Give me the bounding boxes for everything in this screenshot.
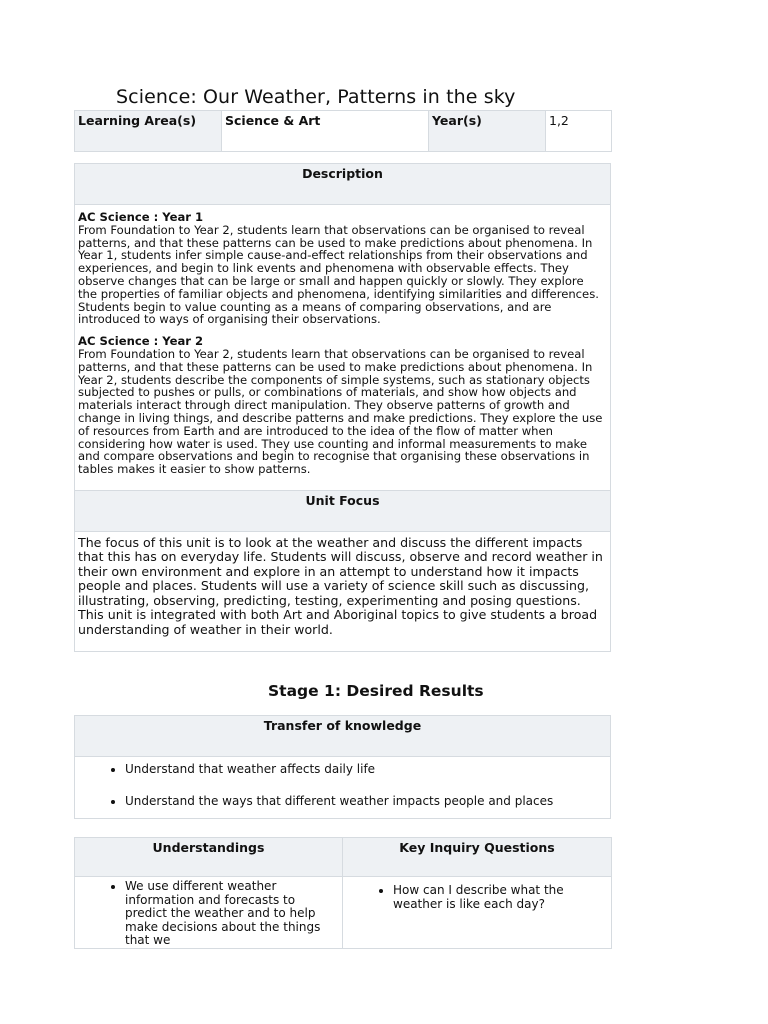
year2-text: From Foundation to Year 2, students learn that observations can be organised to reveal patterns, and that these patterns can be used to make predictions about phenomena. In Year 2, students describe the components of simple systems, such as stationary objects subjected to pushes or pulls, or combinations of materials, and show how objects and materials interact through direct manipulation. They observe patterns of growth and change in living things, and describe patterns and make predictions. They explore the use of resources from Earth and are introduced to the idea of the flow of matter when considering how water is used. They use counting and informal measurements to make and compare observations and begin to recognise that organising these observations in tables makes it easier to show patterns. — [78, 346, 603, 477]
understandings-cell — [75, 877, 343, 949]
transfer-header: Transfer of knowledge — [75, 716, 611, 757]
year1-text: From Foundation to Year 2, students learn that observations can be organised to reveal patterns, and that these patterns can be used to make predictions about phenomena. In Year 1, students infer simple cause-and-effect relationships from their observations and experiences, and begin to link events and phenomena with observable effects. They observe changes that can be large or small and happen quickly or slowly. They explore the properties of familiar objects and phenomena, identifying similarities and differences. Students begin to value counting as a means of comparing observations, and are introduced to ways of organising their observations. — [78, 222, 599, 327]
key-questions-header: Key Inquiry Questions — [343, 838, 612, 877]
unit-focus-text: The focus of this unit is to look at the weather and discuss the different impacts that this has on everyday life. Students will discuss, observe and record weather in their own environment and explore in an attempt to understand how it impacts people and places. Students will use a variety of science skill such as discussing, illustrating, observing, predicting, testing, experimenting and posing questions. This unit is integrated with both Art and Aboriginal topics to give students a broad understanding of weather in their world. — [75, 531, 611, 652]
learning-area-label: Learning Area(s) — [75, 111, 222, 152]
year2-heading: AC Science : Year 2 — [78, 334, 204, 349]
understandings-list — [75, 880, 338, 948]
page-title: Science: Our Weather, Patterns in the sky — [116, 86, 516, 108]
transfer-list — [75, 763, 606, 808]
description-header: Description — [75, 164, 611, 205]
description-table — [74, 163, 611, 652]
unit-focus-header: Unit Focus — [75, 490, 611, 531]
stage1-title: Stage 1: Desired Results — [268, 682, 484, 700]
transfer-table — [74, 715, 611, 819]
description-body — [75, 205, 611, 491]
list-item: • How can I describe what the weather is like each day? — [393, 884, 607, 911]
learning-area-value: Science & Art — [222, 111, 429, 152]
year-label: Year(s) — [429, 111, 546, 152]
year1-block — [78, 211, 606, 326]
list-item: • Understand that weather affects daily life — [125, 763, 606, 777]
understandings-table — [74, 837, 612, 949]
list-item: • We use different weather information and forecasts to predict the weather and to help make decisions about the things that we — [125, 880, 338, 948]
understandings-header: Understandings — [75, 838, 343, 877]
key-questions-cell — [343, 877, 612, 949]
year2-block — [78, 335, 606, 476]
year-value: 1,2 — [546, 111, 612, 152]
transfer-cell — [75, 757, 611, 819]
learning-area-table — [74, 110, 612, 152]
key-questions-list — [343, 884, 607, 911]
list-item: • Understand the ways that different weather impacts people and places — [125, 795, 606, 809]
year1-heading: AC Science : Year 1 — [78, 210, 204, 224]
